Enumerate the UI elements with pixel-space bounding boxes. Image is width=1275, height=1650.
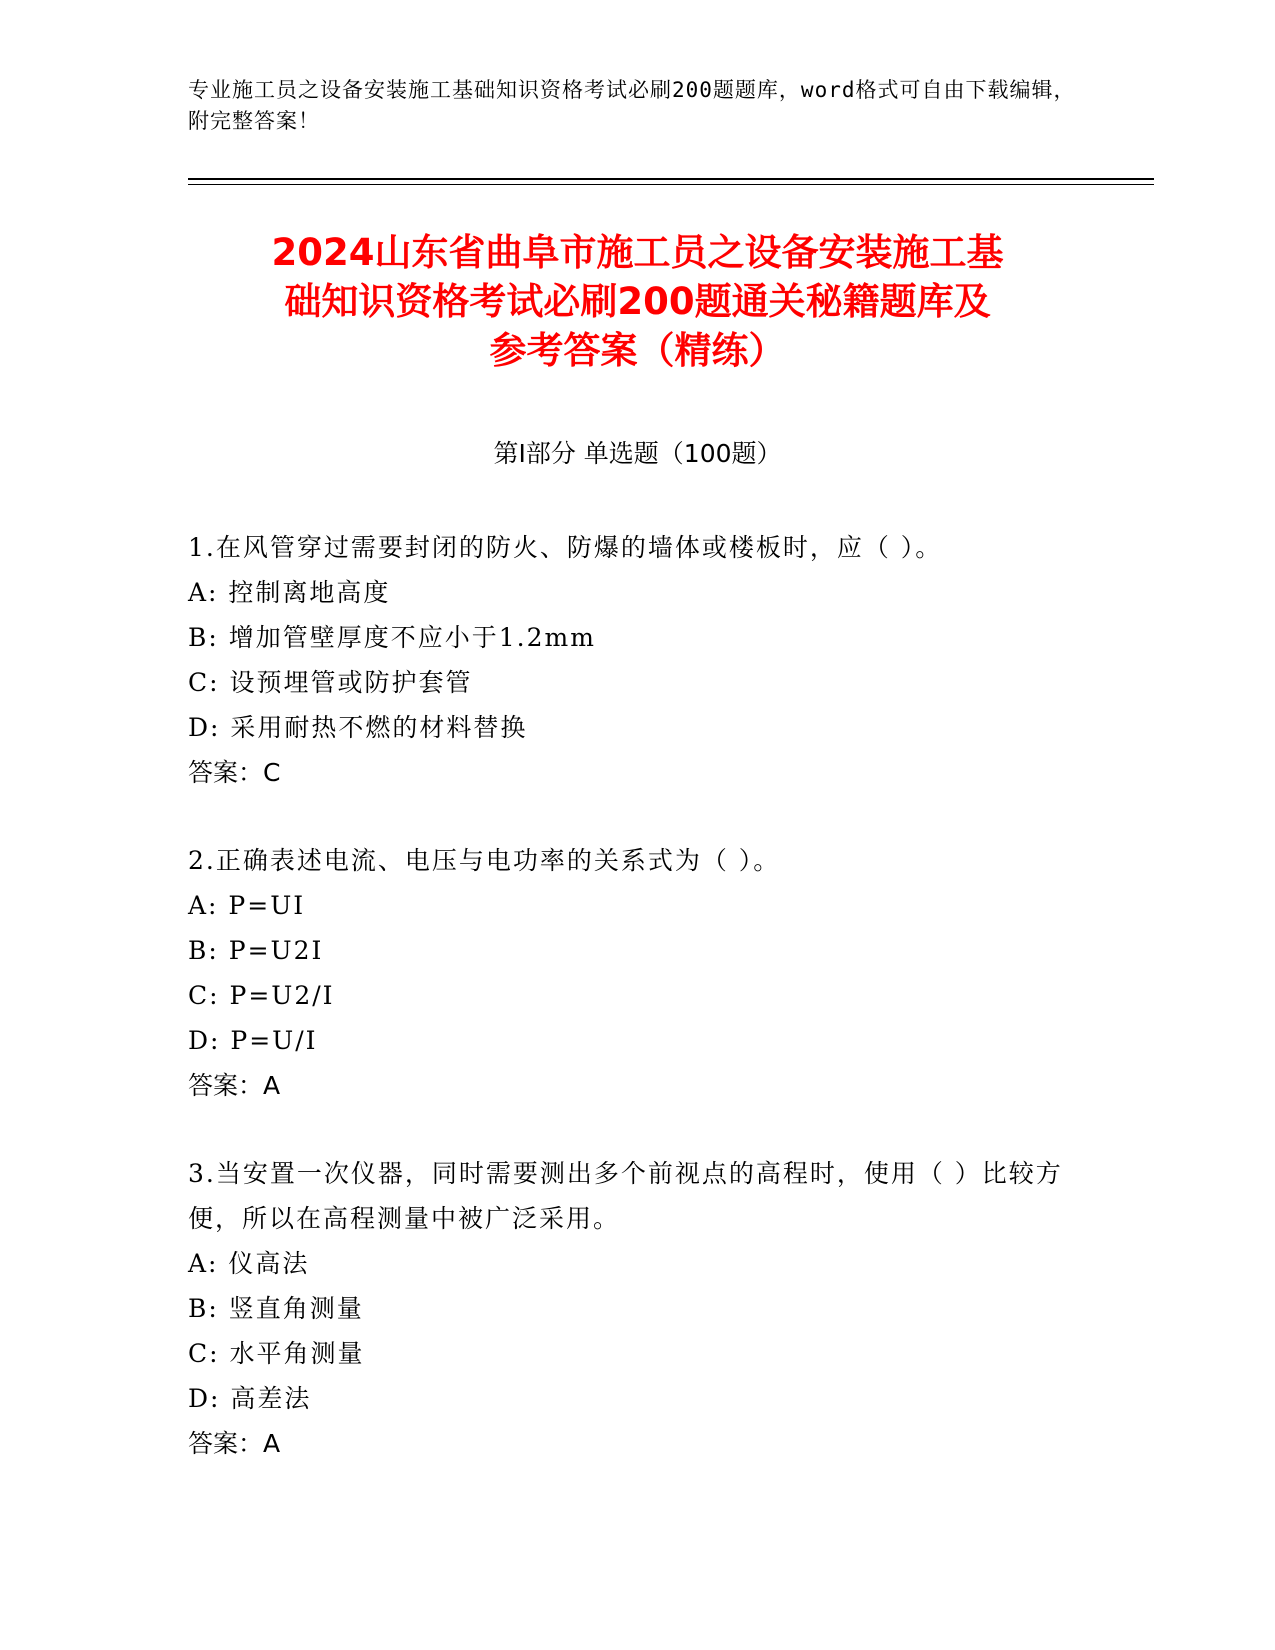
- question-list: [188, 525, 1088, 1509]
- question-3: [188, 1151, 1088, 1466]
- answer-text: 答案：C: [188, 758, 281, 787]
- option-d: D: P=U/I: [188, 1026, 318, 1055]
- header-divider-thin: [188, 184, 1154, 185]
- header-divider-thick: [188, 178, 1154, 180]
- option-c: C: P=U2/I: [188, 981, 335, 1010]
- question-2: [188, 838, 1088, 1108]
- question-stem: 2.正确表述电流、电压与电功率的关系式为（ ）。: [188, 846, 781, 875]
- question-1: [188, 525, 1088, 795]
- answer-text: 答案：A: [188, 1071, 281, 1100]
- answer-text: 答案：A: [188, 1429, 281, 1458]
- document-title: [150, 228, 1125, 375]
- section-title: 第Ⅰ部分 单选题（100题）: [493, 439, 782, 468]
- question-stem: 1.在风管穿过需要封闭的防火、防爆的墙体或楼板时，应（ ）。: [188, 533, 943, 562]
- option-d: D: 采用耐热不燃的材料替换: [188, 713, 528, 742]
- option-c: C: 水平角测量: [188, 1339, 365, 1368]
- option-a: A: P=UI: [188, 891, 306, 920]
- option-b: B: 增加管壁厚度不应小于1.2mm: [188, 623, 596, 652]
- option-b: B: P=U2I: [188, 936, 324, 965]
- title-line-2: 础知识资格考试必刷200题通关秘籍题库及: [284, 280, 991, 323]
- option-a: A: 控制离地高度: [188, 578, 391, 607]
- header-note: 专业施工员之设备安装施工基础知识资格考试必刷200题题库，word格式可自由下载编辑，附完整答案！: [188, 78, 1076, 133]
- option-c: C: 设预埋管或防护套管: [188, 668, 473, 697]
- title-line-1: 2024山东省曲阜市施工员之设备安装施工基: [271, 231, 1004, 274]
- option-a: A: 仪高法: [188, 1249, 310, 1278]
- question-stem: 3.当安置一次仪器，同时需要测出多个前视点的高程时，使用（ ）比较方便，所以在高程测量中被广泛采用。: [188, 1159, 1063, 1233]
- title-line-3: 参考答案（精练）: [489, 329, 786, 372]
- option-d: D: 高差法: [188, 1384, 312, 1413]
- option-b: B: 竖直角测量: [188, 1294, 364, 1323]
